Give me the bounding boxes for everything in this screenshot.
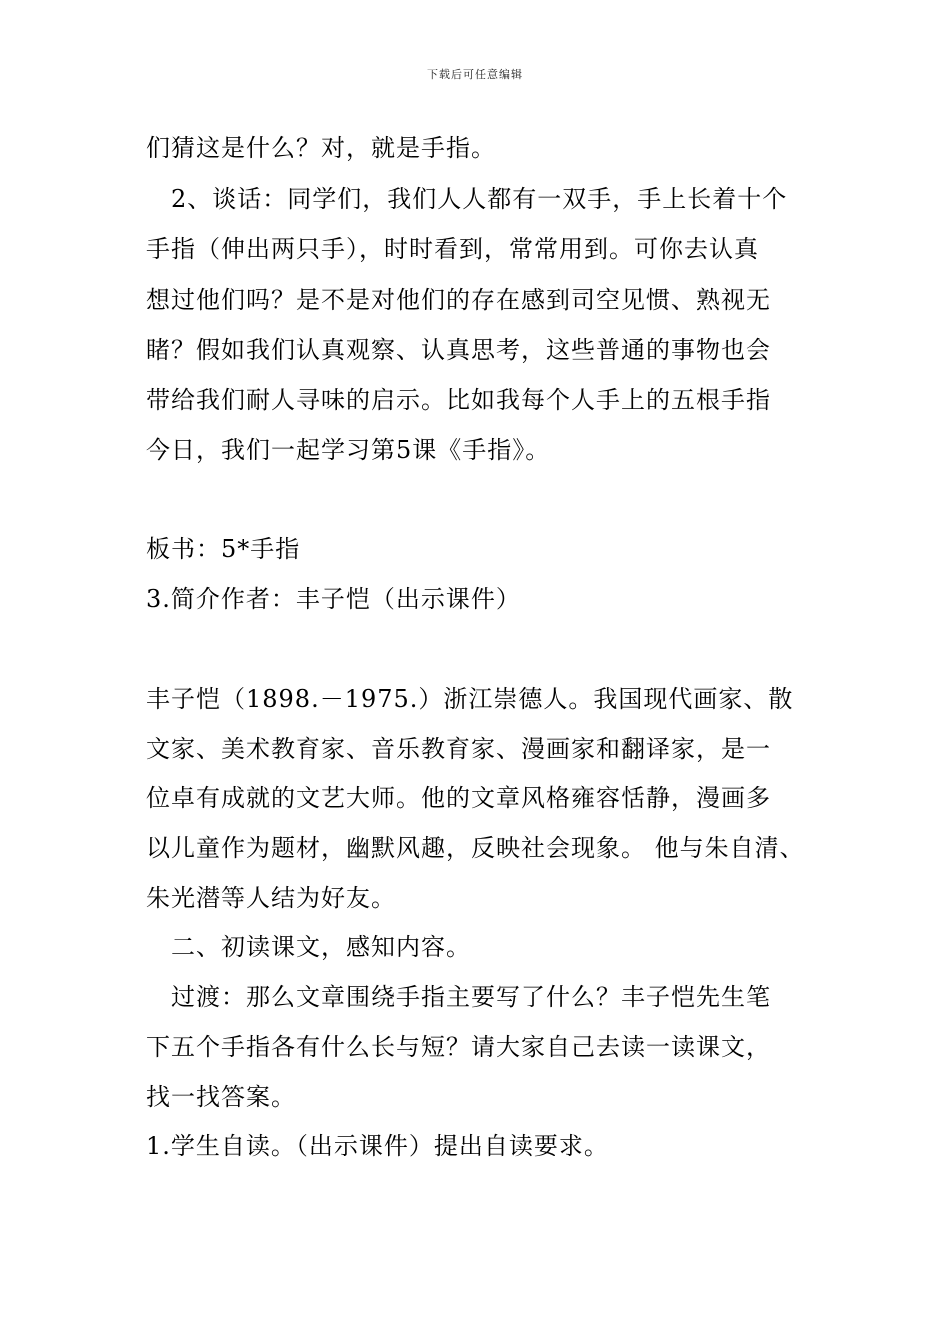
paragraph-line: 2、谈话：同学们，我们人人都有一双手，手上长着十个 — [146, 185, 788, 213]
paragraph-line: 位卓有成就的文艺大师。他的文章风格雍容恬静，漫画多 — [146, 784, 771, 812]
board-writing-line: 板书：5*手指 — [146, 535, 301, 563]
step-line: 1.学生自读。（出示课件）提出自读要求。 — [146, 1132, 609, 1160]
paragraph-line: 朱光潜等人结为好友。 — [146, 884, 396, 912]
paragraph-line: 文家、美术教育家、音乐教育家、漫画家和翻译家，是一 — [146, 735, 771, 763]
paragraph-line: 找一找答案。 — [146, 1083, 296, 1111]
author-intro-heading: 3.简介作者：丰子恺（出示课件） — [146, 585, 521, 613]
paragraph-line: 今日，我们一起学习第5课《手指》。 — [146, 436, 551, 464]
paragraph-line: 过渡：那么文章围绕手指主要写了什么？丰子恺先生笔 — [146, 983, 771, 1011]
paragraph-line: 手指（伸出两只手），时时看到，常常用到。可你去认真 — [146, 235, 759, 263]
paragraph-line: 想过他们吗？是不是对他们的存在感到司空见惯、熟视无 — [146, 286, 771, 314]
paragraph-line: 带给我们耐人寻味的启示。比如我每个人手上的五根手指 — [146, 386, 771, 414]
paragraph-line: 丰子恺（1898.－1975.）浙江崇德人。我国现代画家、散 — [146, 685, 794, 713]
paragraph-line: 睹？假如我们认真观察、认真思考，这些普通的事物也会 — [146, 336, 771, 364]
section-heading: 二、初读课文，感知内容。 — [146, 933, 471, 961]
paragraph-line: 以儿童作为题材，幽默风趣，反映社会现象。 他与朱自清、 — [146, 834, 805, 862]
paragraph-line: 下五个手指各有什么长与短？请大家自己去读一读课文， — [146, 1033, 771, 1061]
page-header-note: 下载后可任意编辑 — [427, 68, 523, 81]
paragraph-line: 们猜这是什么？对，就是手指。 — [146, 134, 496, 162]
